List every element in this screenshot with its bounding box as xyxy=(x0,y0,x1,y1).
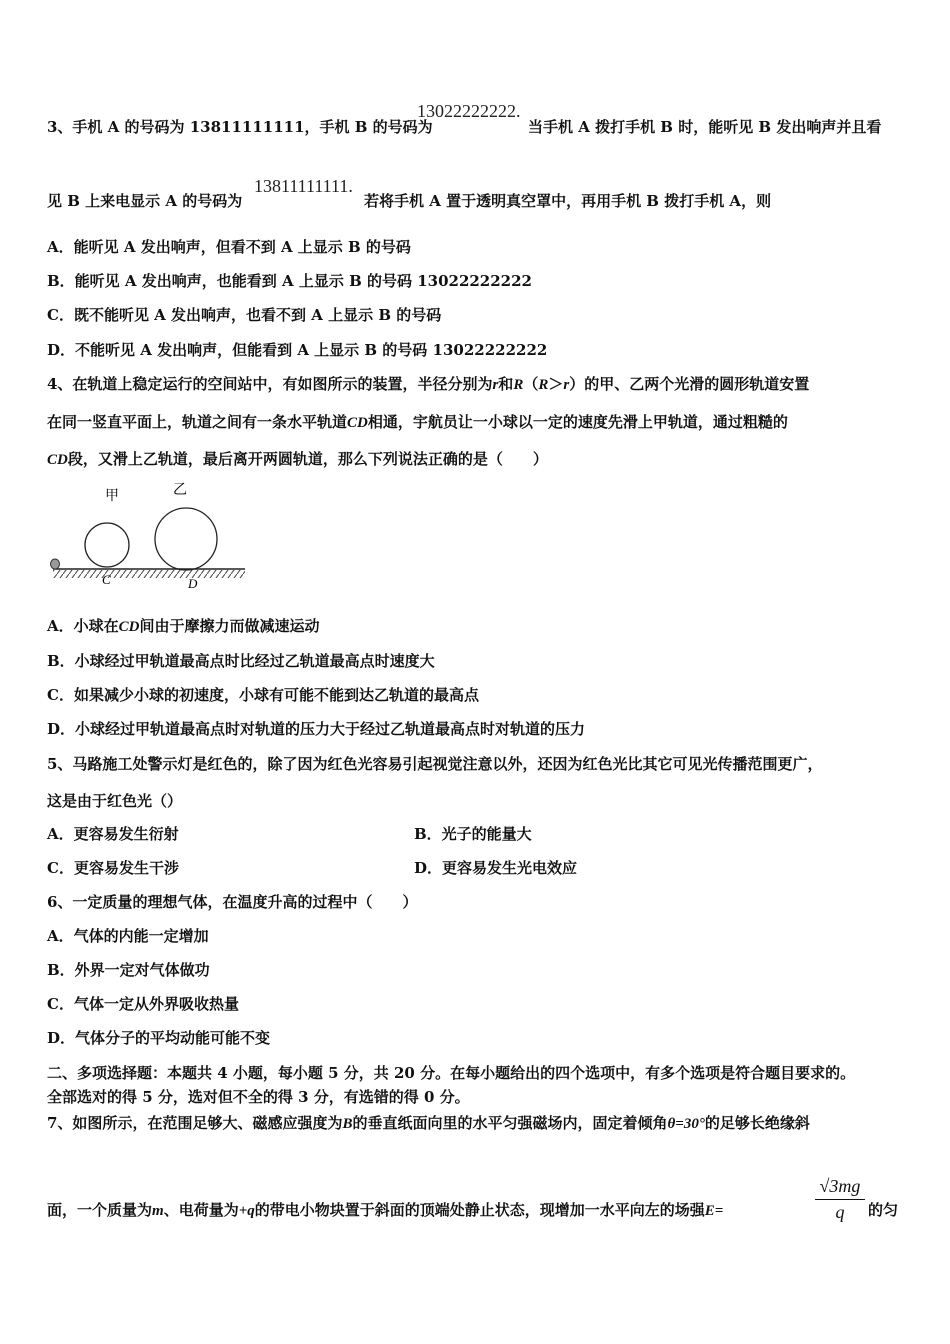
label-d: D xyxy=(188,576,198,591)
q3-option-c: C．既不能听见 A 发出响声，也看不到 A 上显示 B 的号码 xyxy=(47,306,442,324)
q4-line2: 在同一竖直平面上，轨道之间有一条水平轨道CD相通，宇航员让一小球以一定的速度先滑上甲轨道，通过粗糙的 xyxy=(47,413,788,431)
q4-line3: CD段，又滑上乙轨道，最后离开两圆轨道，那么下列说法正确的是（ ） xyxy=(47,450,548,468)
phone-number-b: 13022222222. xyxy=(417,101,521,121)
circle-track-yi xyxy=(155,508,217,570)
q4-option-c: C．如果减少小球的初速度，小球有可能不能到达乙轨道的最高点 xyxy=(47,686,479,704)
q3-option-a: A．能听见 A 发出响声，但看不到 A 上显示 B 的号码 xyxy=(47,238,411,256)
q4-option-b: B．小球经过甲轨道最高点时比经过乙轨道最高点时速度大 xyxy=(47,652,435,670)
q6-stem: 6、一定质量的理想气体，在温度升高的过程中（ ） xyxy=(47,893,418,911)
q3-line1: 3、手机 A 的号码为 13811111111，手机 B 的号码为 xyxy=(47,118,433,136)
q4-option-d: D．小球经过甲轨道最高点时对轨道的压力大于经过乙轨道最高点时对轨道的压力 xyxy=(47,720,586,738)
q5-line2: 这是由于红色光（） xyxy=(47,792,183,810)
small-ball xyxy=(51,559,60,569)
label-c: C xyxy=(102,572,111,587)
q5-line1: 5、马路施工处警示灯是红色的，除了因为红色光容易引起视觉注意以外，还因为红色光比其它可见光传播范围更广， xyxy=(47,755,823,773)
phone-number-a: 13811111111. xyxy=(254,176,353,196)
q3-line2: 见 B 上来电显示 A 的号码为 xyxy=(47,192,243,210)
ground-hatching xyxy=(53,570,245,578)
section2-line2: 全部选对的得 5 分，选对但不全的得 3 分，有选错的得 0 分。 xyxy=(47,1088,470,1106)
q7-line2: 面，一个质量为m、电荷量为+q的带电小物块置于斜面的顶端处静止状态，现增加一水平向左的场强E= xyxy=(47,1201,724,1219)
q7-line1: 7、如图所示，在范围足够大、磁感应强度为B的垂直纸面向里的水平匀强磁场内，固定着倾角θ=30°的足够长绝缘斜 xyxy=(47,1114,810,1132)
q3-line1-cont: 当手机 A 拨打手机 B 时，能听见 B 发出响声并且看 xyxy=(528,118,882,136)
field-strength-fraction xyxy=(815,1176,865,1223)
q7-line2-end: 的匀 xyxy=(868,1201,899,1219)
fraction-bar xyxy=(815,1199,865,1200)
q5-option-a: A．更容易发生衍射 xyxy=(47,825,179,843)
q6-option-a: A．气体的内能一定增加 xyxy=(47,927,209,945)
fraction-numerator: √3mg xyxy=(819,1176,861,1196)
circular-tracks-figure xyxy=(45,478,250,593)
label-yi: 乙 xyxy=(173,482,187,498)
section2-line1: 二、多项选择题：本题共 4 小题，每小题 5 分，共 20 分。在每小题给出的四个选项中，有多个选项是符合题目要求的。 xyxy=(47,1064,856,1082)
q3-option-d: D．不能听见 A 发出响声，但能看到 A 上显示 B 的号码 13022222222 xyxy=(47,341,548,359)
circle-track-jia xyxy=(85,523,129,567)
label-jia: 甲 xyxy=(105,488,119,504)
q5-option-b: B．光子的能量大 xyxy=(414,825,532,843)
q3-line2-cont: 若将手机 A 置于透明真空罩中，再用手机 B 拨打手机 A，则 xyxy=(364,192,772,210)
q3-option-b: B．能听见 A 发出响声，也能看到 A 上显示 B 的号码 13022222222 xyxy=(47,272,532,290)
q6-option-b: B．外界一定对气体做功 xyxy=(47,961,210,979)
fraction-denominator: q xyxy=(835,1202,845,1222)
q6-option-d: D．气体分子的平均动能可能不变 xyxy=(47,1029,271,1047)
q6-option-c: C．气体一定从外界吸收热量 xyxy=(47,995,239,1013)
q5-option-d: D．更容易发生光电效应 xyxy=(414,859,578,877)
q5-option-c: C．更容易发生干涉 xyxy=(47,859,179,877)
q4-option-a: A．小球在CD间由于摩擦力而做减速运动 xyxy=(47,617,320,635)
q4-line1: 4、在轨道上稳定运行的空间站中，有如图所示的装置，半径分别为r和R（R＞r）的甲、乙两个光滑的圆形轨道安置 xyxy=(47,375,810,393)
